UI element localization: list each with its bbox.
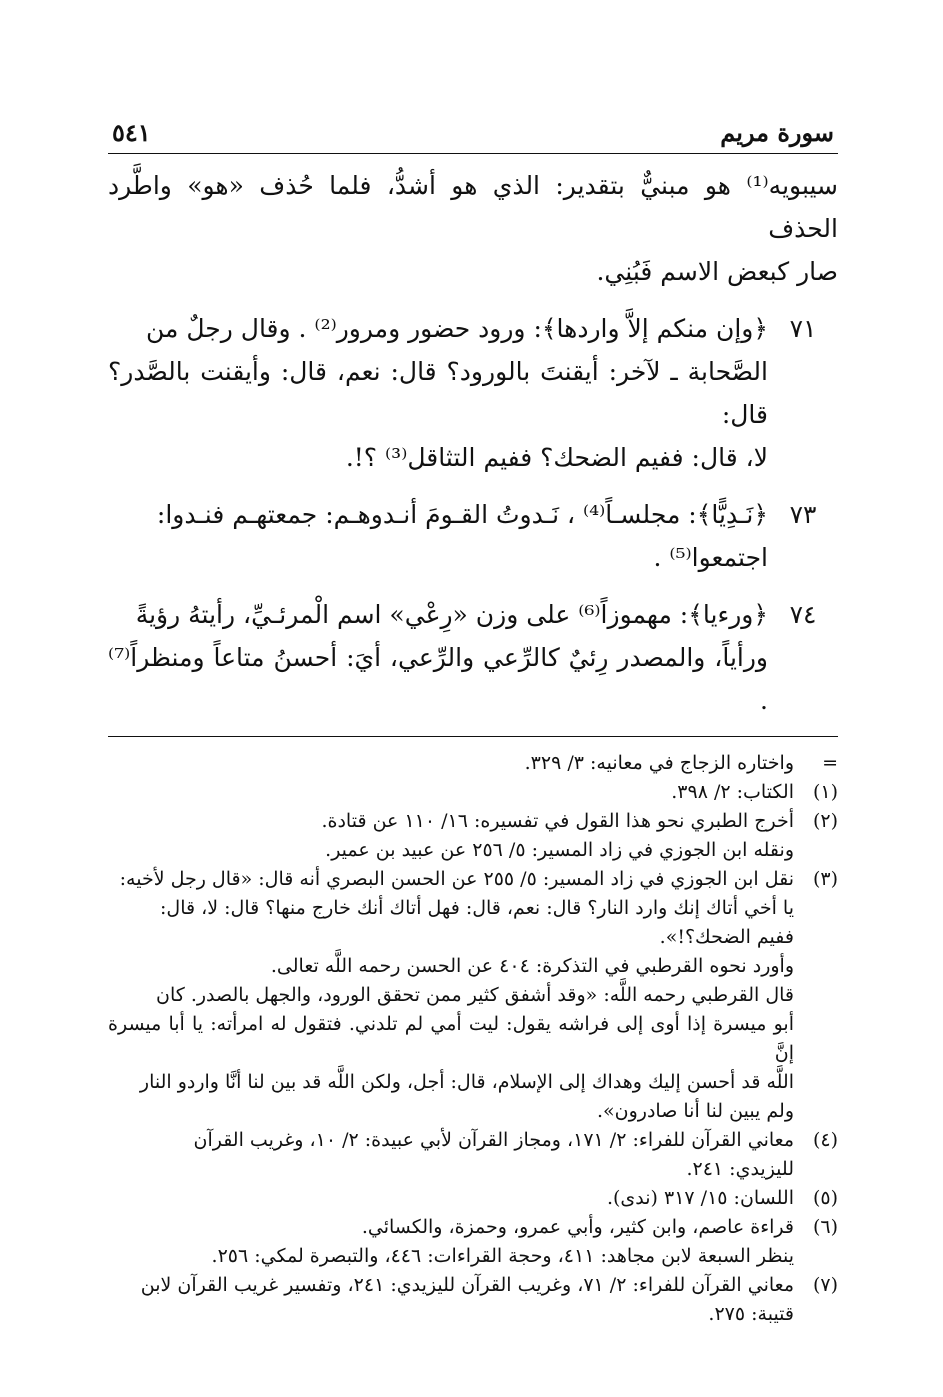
footnote-line: ففيم الضحك؟!».	[659, 926, 794, 948]
verse-line: الصَّحابة ـ لآخر: أيقنتَ بالورود؟ قال: نعم، قال: وأيقنت بالصَّدر؟ قال:	[108, 357, 768, 429]
footnote-line: لليزيدي: ٢٤١.	[686, 1158, 794, 1180]
footnote	[108, 1271, 838, 1329]
intro-paragraph	[108, 164, 838, 293]
verse-number: ٧٤	[789, 600, 817, 629]
footnote-separator	[108, 736, 838, 737]
footnote-text	[108, 1213, 794, 1271]
footnote	[108, 1184, 838, 1213]
footnote-line: يا أخي أتاك إنك وارد النار؟ قال: نعم، قال: فهل أتاك أنك خارج منها؟ قال: لا، قال:	[160, 897, 794, 919]
verse-line: ﴿ورءيا﴾: مهموزاً⁽⁶⁾ على وزن «رِعْي» اسم الْمرئـيِّ، رأيتهُ رؤيةً	[135, 600, 768, 629]
verse-text	[108, 307, 768, 479]
verses-list	[108, 307, 838, 722]
footnote	[108, 865, 838, 1126]
footnote-marker: (٤)	[812, 1129, 838, 1151]
footnote	[108, 1126, 838, 1184]
footnote	[108, 778, 838, 807]
footnote-text	[108, 1184, 794, 1213]
footnote-marker: (٧)	[812, 1274, 838, 1296]
page-number: ٥٤١	[112, 118, 151, 147]
footnote-line: الكتاب: ٢/ ٣٩٨.	[671, 781, 794, 803]
footnote-line: معاني القرآن للفراء: ٢/ ٧١، وغريب القرآن لليزيدي: ٢٤١، وتفسير غريب القرآن لابن	[140, 1274, 794, 1296]
footnote-marker: (١)	[812, 781, 838, 803]
intro-line: سيبويه⁽¹⁾ هو مبنيٌّ بتقدير: الذي هو أشدُّ، فلما حُذف «هو» واطَّرد الحذف	[108, 171, 838, 243]
verse-text	[108, 593, 768, 722]
footnote-marker: (٦)	[812, 1216, 838, 1238]
page	[108, 118, 838, 1329]
intro-line: صار كبعض الاسم فَبُنِي.	[596, 257, 838, 286]
verse-line: ورأياً، والمصدر رِئيٌ كالرِّعي والرِّعي، أيَ: أحسنُ متاعاً ومنظراً⁽⁷⁾ .	[108, 643, 768, 715]
footnote	[108, 1213, 838, 1271]
verse-line: اجتمعوا⁽⁵⁾ .	[653, 543, 768, 572]
footnote-line: قتيبة: ٢٧٥.	[708, 1303, 794, 1325]
footnote-line: أبو ميسرة إذا أوى إلى فراشه يقول: ليت أمي لم تلدني. فتقول له امرأته: يا أبا ميسرة إنَّ	[108, 1013, 794, 1064]
verse-entry	[108, 493, 838, 579]
running-header	[108, 118, 838, 154]
footnote-text	[108, 1271, 794, 1329]
footnote-text	[108, 865, 794, 1126]
footnote-line: وأورد نحوه القرطبي في التذكرة: ٤٠٤ عن الحسن رحمه اللَّه تعالى.	[270, 955, 794, 977]
main-text	[108, 164, 838, 722]
footnote-line: ونقله ابن الجوزي في زاد المسير: ٥/ ٢٥٦ عن عبيد بن عمير.	[325, 839, 794, 861]
verse-entry	[108, 593, 838, 722]
footnote-marker: =	[822, 752, 838, 774]
verse-number: ٧١	[789, 314, 817, 343]
footnote-marker: (٥)	[812, 1187, 838, 1209]
verse-line: ﴿نَـدِيًّا﴾: مجلسـاً⁽⁴⁾ ، نَـدوتُ القـومَ أنـدوهـم: جمعتهـم فنـدوا:	[156, 500, 768, 529]
footnote-line: معاني القرآن للفراء: ٢/ ١٧١، ومجاز القرآن لأبي عبيدة: ٢/ ١٠، وغريب القرآن	[193, 1129, 794, 1151]
verse-number: ٧٣	[789, 500, 817, 529]
surah-title: سورة مريم	[720, 118, 834, 147]
footnote	[108, 749, 838, 778]
verse-line: ﴿وإن منكم إلاَّ واردها﴾: ورود حضور ومرور⁽²⁾ . وقال رجلٌ من	[146, 314, 768, 343]
verse-entry	[108, 307, 838, 479]
footnotes-list	[108, 749, 838, 1329]
footnote-text	[108, 749, 794, 778]
footnote-line: اللَّه قد أحسن إليك وهداك إلى الإسلام، قال: أجل، ولكن اللَّه قد بين لنا أنَّا واردو النار	[139, 1071, 794, 1093]
footnote	[108, 807, 838, 865]
verse-text	[108, 493, 768, 579]
footnote-line: قراءة عاصم، وابن كثير، وأبي عمرو، وحمزة، والكسائي.	[361, 1216, 794, 1238]
footnote-line: نقل ابن الجوزي في زاد المسير: ٥/ ٢٥٥ عن الحسن البصري أنه قال: «قال رجل لأخيه:	[119, 868, 794, 890]
footnote-line: واختاره الزجاج في معانيه: ٣/ ٣٢٩.	[524, 752, 794, 774]
footnote-text	[108, 1126, 794, 1184]
footnote-line: ينظر السبعة لابن مجاهد: ٤١١، وحجة القراءات: ٤٤٦، والتبصرة لمكي: ٢٥٦.	[211, 1245, 794, 1267]
footnote-line: أخرج الطبري نحو هذا القول في تفسيره: ١٦/ ١١٠ عن قتادة.	[321, 810, 794, 832]
footnote-line: قال القرطبي رحمه اللَّه: «وقد أشفق كثير ممن تحقق الورود، والجهل بالصدر. كان	[156, 984, 794, 1006]
footnote-marker: (٣)	[812, 868, 838, 890]
footnote-marker: (٢)	[812, 810, 838, 832]
footnote-text	[108, 778, 794, 807]
footnote-line: ولم يبين لنا أنا صادرون».	[596, 1100, 794, 1122]
footnote-text	[108, 807, 794, 865]
verse-line: لا، قال: ففيم الضحك؟ ففيم التثاقل⁽³⁾ ؟!.	[345, 443, 768, 472]
footnote-line: اللسان: ١٥/ ٣١٧ (ندى).	[606, 1187, 794, 1209]
